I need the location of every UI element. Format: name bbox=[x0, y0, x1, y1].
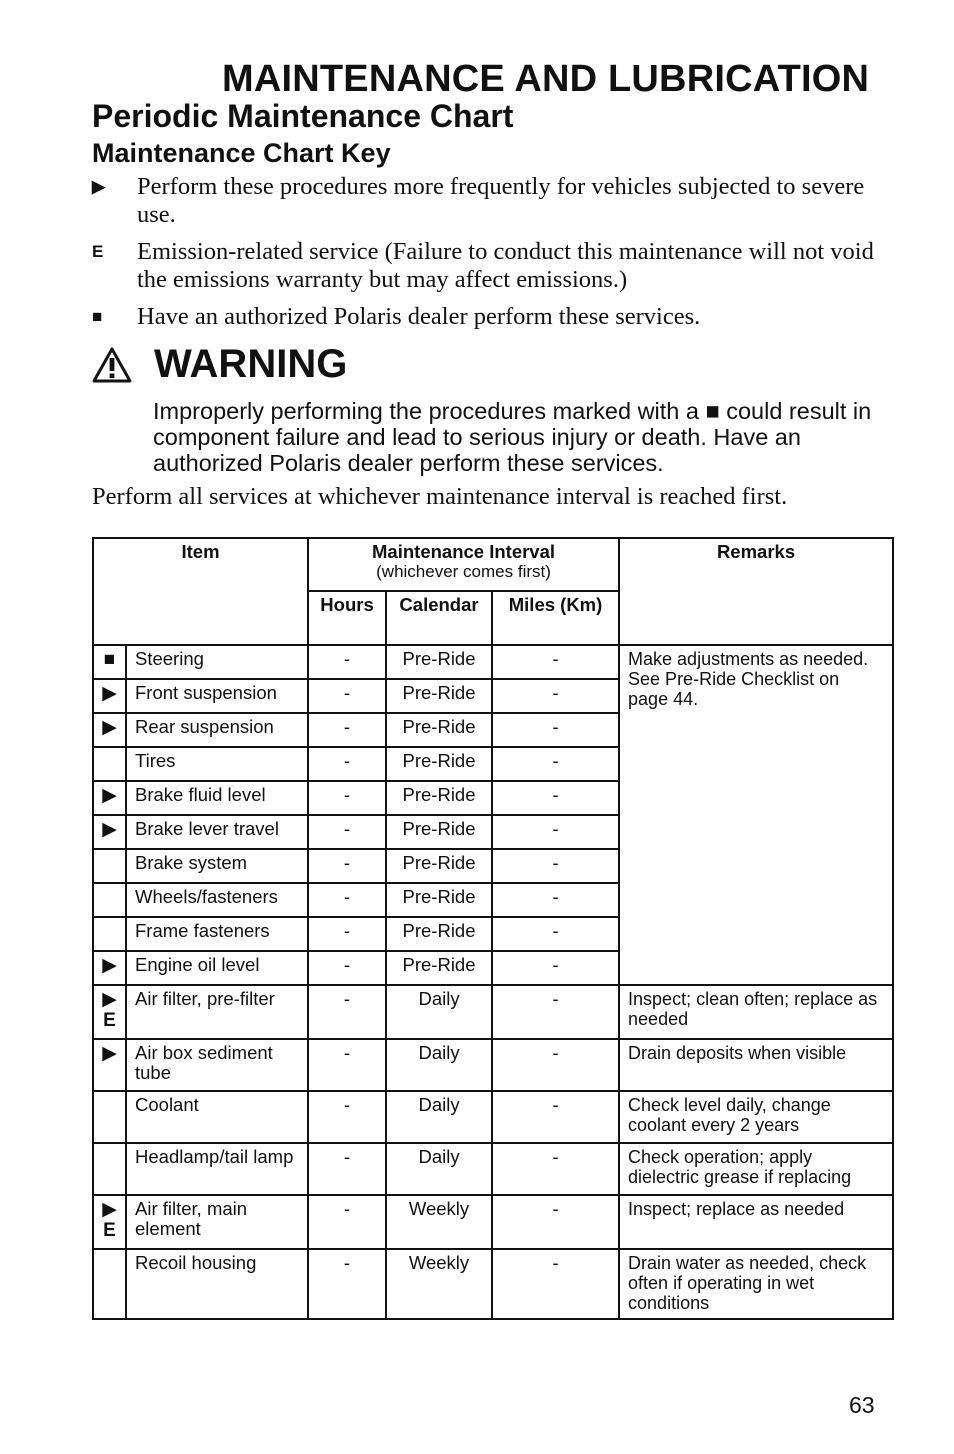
row-miles: - bbox=[492, 815, 619, 849]
row-item: Rear suspension bbox=[126, 713, 308, 747]
emission-symbol: E bbox=[103, 1220, 116, 1241]
row-calendar: Weekly bbox=[386, 1195, 492, 1249]
row-item: Engine oil level bbox=[126, 951, 308, 985]
row-miles: - bbox=[492, 883, 619, 917]
header-item: Item bbox=[93, 538, 308, 645]
row-hours: - bbox=[308, 849, 386, 883]
row-item: Air filter, main element bbox=[126, 1195, 308, 1249]
triangle-right-icon: ▶ bbox=[92, 177, 106, 196]
key-text: Perform these procedures more frequently for vehicles subjected to severe use. bbox=[137, 173, 865, 228]
row-miles: - bbox=[492, 849, 619, 883]
row-remarks: Drain water as needed, check often if operating in wet conditions bbox=[619, 1249, 893, 1319]
row-symbol bbox=[93, 713, 126, 747]
row-hours: - bbox=[308, 1249, 386, 1319]
row-miles: - bbox=[492, 951, 619, 985]
row-miles: - bbox=[492, 781, 619, 815]
triangle-right-icon: ▶ bbox=[102, 1043, 117, 1064]
chart-key-list bbox=[92, 173, 892, 331]
maintenance-chart-table bbox=[92, 537, 894, 1320]
row-miles: - bbox=[492, 1091, 619, 1143]
row-calendar: Pre-Ride bbox=[386, 917, 492, 951]
row-calendar: Pre-Ride bbox=[386, 781, 492, 815]
row-symbol bbox=[93, 1143, 126, 1195]
row-calendar: Pre-Ride bbox=[386, 713, 492, 747]
key-text: Have an authorized Polaris dealer perform these services. bbox=[137, 303, 701, 330]
row-miles: - bbox=[492, 645, 619, 679]
row-calendar: Daily bbox=[386, 985, 492, 1039]
warning-body: Improperly performing the procedures marked with a ■ could result in component failure and lead to serious injury or death. Have an authorized Polaris dealer perform these services. bbox=[153, 398, 872, 476]
row-item: Front suspension bbox=[126, 679, 308, 713]
row-calendar: Weekly bbox=[386, 1249, 492, 1319]
warning-triangle-icon bbox=[92, 347, 132, 383]
subsection-title: Maintenance Chart Key bbox=[92, 138, 391, 168]
row-hours: - bbox=[308, 1091, 386, 1143]
row-hours: - bbox=[308, 951, 386, 985]
row-hours: - bbox=[308, 781, 386, 815]
row-item: Brake lever travel bbox=[126, 815, 308, 849]
warning-title: WARNING bbox=[154, 342, 348, 386]
row-hours: - bbox=[308, 883, 386, 917]
row-remarks: Inspect; clean often; replace as needed bbox=[619, 985, 893, 1039]
row-miles: - bbox=[492, 679, 619, 713]
row-symbol bbox=[93, 815, 126, 849]
row-item: Tires bbox=[126, 747, 308, 781]
row-symbol bbox=[93, 1195, 126, 1249]
header-interval-sub: (whichever comes first) bbox=[376, 562, 551, 581]
row-symbol bbox=[93, 679, 126, 713]
row-hours: - bbox=[308, 747, 386, 781]
triangle-right-icon: ▶ bbox=[102, 1199, 117, 1220]
row-hours: - bbox=[308, 713, 386, 747]
row-hours: - bbox=[308, 1039, 386, 1091]
triangle-right-icon: ▶ bbox=[102, 785, 117, 806]
row-symbol bbox=[93, 1249, 126, 1319]
interval-note: Perform all services at whichever maintenance interval is reached first. bbox=[92, 483, 788, 510]
emission-symbol: E bbox=[92, 242, 104, 261]
row-symbol bbox=[93, 985, 126, 1039]
row-item: Recoil housing bbox=[126, 1249, 308, 1319]
row-miles: - bbox=[492, 1143, 619, 1195]
row-symbol bbox=[93, 1091, 126, 1143]
row-calendar: Pre-Ride bbox=[386, 815, 492, 849]
row-hours: - bbox=[308, 679, 386, 713]
table-row bbox=[93, 1091, 893, 1143]
row-symbol bbox=[93, 883, 126, 917]
row-calendar: Pre-Ride bbox=[386, 645, 492, 679]
row-item: Frame fasteners bbox=[126, 917, 308, 951]
row-hours: - bbox=[308, 1195, 386, 1249]
triangle-right-icon: ▶ bbox=[102, 955, 117, 976]
section-title: Periodic Maintenance Chart bbox=[92, 98, 514, 134]
triangle-right-icon: ▶ bbox=[102, 717, 117, 738]
table-row bbox=[93, 1195, 893, 1249]
table-row bbox=[93, 1039, 893, 1091]
row-symbol bbox=[93, 951, 126, 985]
header-calendar: Calendar bbox=[386, 591, 492, 645]
row-miles: - bbox=[492, 713, 619, 747]
header-hours: Hours bbox=[308, 591, 386, 645]
row-remarks: Drain deposits when visible bbox=[619, 1039, 893, 1091]
row-symbol bbox=[93, 781, 126, 815]
row-miles: - bbox=[492, 1039, 619, 1091]
row-item: Wheels/fasteners bbox=[126, 883, 308, 917]
header-interval bbox=[308, 538, 619, 591]
row-symbol bbox=[93, 917, 126, 951]
table-row bbox=[93, 1143, 893, 1195]
row-item: Coolant bbox=[126, 1091, 308, 1143]
table-header-row bbox=[93, 538, 893, 591]
row-hours: - bbox=[308, 985, 386, 1039]
row-miles: - bbox=[492, 917, 619, 951]
header-miles: Miles (Km) bbox=[492, 591, 619, 645]
row-item: Brake system bbox=[126, 849, 308, 883]
page-number: 63 bbox=[849, 1392, 875, 1418]
row-symbol bbox=[93, 747, 126, 781]
row-calendar: Pre-Ride bbox=[386, 951, 492, 985]
row-item: Headlamp/tail lamp bbox=[126, 1143, 308, 1195]
table-row bbox=[93, 985, 893, 1039]
header-interval-label: Maintenance Interval bbox=[372, 541, 556, 562]
row-miles: - bbox=[492, 747, 619, 781]
key-item-dealer bbox=[92, 303, 892, 331]
row-calendar: Daily bbox=[386, 1039, 492, 1091]
square-icon: ■ bbox=[92, 307, 103, 326]
row-hours: - bbox=[308, 645, 386, 679]
row-miles: - bbox=[492, 1195, 619, 1249]
row-calendar: Pre-Ride bbox=[386, 679, 492, 713]
row-symbol bbox=[93, 645, 126, 679]
triangle-right-icon: ▶ bbox=[102, 989, 117, 1010]
row-miles: - bbox=[492, 1249, 619, 1319]
page-title: MAINTENANCE AND LUBRICATION bbox=[222, 58, 870, 100]
triangle-right-icon: ▶ bbox=[102, 819, 117, 840]
row-calendar: Daily bbox=[386, 1091, 492, 1143]
row-symbol bbox=[93, 849, 126, 883]
row-remarks-preride: Make adjustments as needed. See Pre-Ride Checklist on page 44. bbox=[619, 645, 893, 985]
row-hours: - bbox=[308, 917, 386, 951]
row-item: Air filter, pre-filter bbox=[126, 985, 308, 1039]
row-calendar: Pre-Ride bbox=[386, 747, 492, 781]
key-item-severe-use bbox=[92, 173, 892, 229]
triangle-right-icon: ▶ bbox=[102, 683, 117, 704]
warning-heading bbox=[92, 342, 347, 387]
table-row bbox=[93, 1249, 893, 1319]
key-text: Emission-related service (Failure to conduct this maintenance will not void the emissions warranty but may affect emissions.) bbox=[137, 238, 874, 293]
table-row bbox=[93, 645, 893, 679]
row-hours: - bbox=[308, 815, 386, 849]
row-item: Brake fluid level bbox=[126, 781, 308, 815]
row-item: Air box sediment tube bbox=[126, 1039, 308, 1091]
emission-symbol: E bbox=[103, 1010, 116, 1031]
key-item-emission bbox=[92, 238, 892, 294]
row-calendar: Pre-Ride bbox=[386, 849, 492, 883]
row-symbol bbox=[93, 1039, 126, 1091]
square-icon: ■ bbox=[103, 649, 116, 670]
row-miles: - bbox=[492, 985, 619, 1039]
row-remarks: Inspect; replace as needed bbox=[619, 1195, 893, 1249]
row-calendar: Pre-Ride bbox=[386, 883, 492, 917]
row-remarks: Check operation; apply dielectric grease if replacing bbox=[619, 1143, 893, 1195]
row-calendar: Daily bbox=[386, 1143, 492, 1195]
row-hours: - bbox=[308, 1143, 386, 1195]
row-remarks: Check level daily, change coolant every 2 years bbox=[619, 1091, 893, 1143]
header-remarks: Remarks bbox=[619, 538, 893, 645]
row-item: Steering bbox=[126, 645, 308, 679]
